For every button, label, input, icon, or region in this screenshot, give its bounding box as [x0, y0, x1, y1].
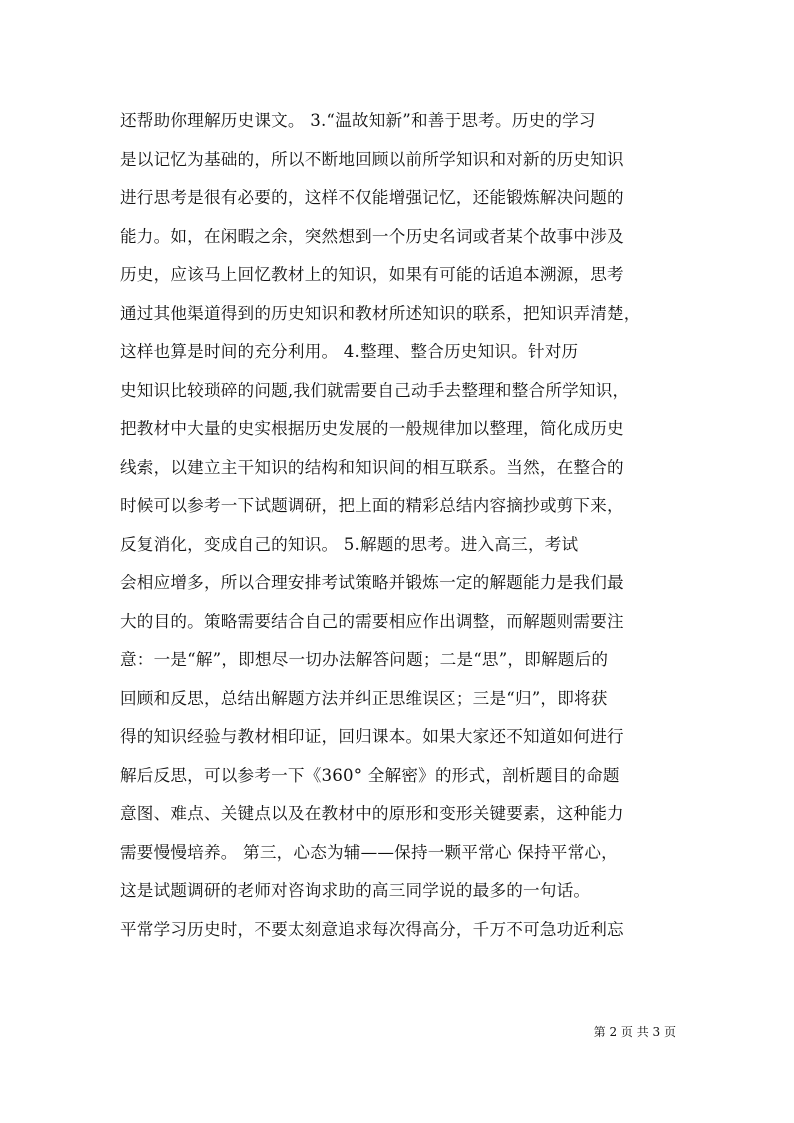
text-line: 这是试题调研的老师对咨询求助的高三同学说的最多的一句话。: [120, 881, 591, 900]
text-line: 史知识比较琐碎的问题,我们就需要自己动手去整理和整合所学知识，: [120, 380, 630, 400]
text-line: 把教材中大量的史实根据历史发展的一般规律加以整理，简化成历史: [120, 419, 624, 438]
text-line: 会相应增多，所以合理安排考试策略并锻炼一定的解题能力是我们最: [120, 573, 624, 592]
text-line: 线索，以建立主干知识的结构和知识间的相互联系。当然，在整合的: [120, 457, 624, 477]
text-line: 能力。如，在闲暇之余，突然想到一个历史名词或者某个故事中涉及: [120, 226, 624, 246]
text-line: 得的知识经验与教材相印证，回归课本。如果大家还不知道如何进行: [120, 727, 624, 746]
text-line: 回顾和反思，总结出解题方法并纠正思维误区；三是“归”，即将获: [120, 688, 608, 708]
page-number-footer: 第 2 页 共 3 页: [593, 1025, 676, 1039]
text-line: 意：一是“解”，即想尽一切办法解答问题；二是“思”，即解题后的: [120, 650, 609, 669]
text-line: 还帮助你理解历史课文。 3.“温故知新”和善于思考。历史的学习: [120, 111, 596, 130]
text-line: 进行思考是很有必要的，这样不仅能增强记忆，还能锻炼解决问题的: [120, 188, 624, 207]
text-line: 意图、难点、关键点以及在教材中的原形和变形关键要素，这种能力: [120, 804, 624, 823]
text-line: 反复消化，变成自己的知识。 5.解题的思考。进入高三，考试: [120, 534, 579, 554]
body-text: [120, 102, 680, 949]
text-line: 需要慢慢培养。 第三，心态为辅——保持一颗平常心 保持平常心，: [120, 842, 618, 862]
text-line: 这样也算是时间的充分利用。 4.整理、整合历史知识。针对历: [120, 342, 579, 361]
text-line: 通过其他渠道得到的历史知识和教材所述知识的联系，把知识弄清楚，: [120, 303, 641, 323]
text-line: 解后反思，可以参考一下《360° 全解密》的形式，剖析题目的命题: [120, 765, 620, 785]
text-line: 时候可以参考一下试题调研，把上面的精彩总结内容摘抄或剪下来，: [120, 496, 624, 515]
text-line: 是以记忆为基础的，所以不断地回顾以前所学知识和对新的历史知识: [120, 149, 624, 169]
text-line: 大的目的。策略需要结合自己的需要相应作出调整，而解题则需要注: [120, 611, 624, 631]
text-line: 历史，应该马上回忆教材上的知识，如果有可能的话追本溯源，思考: [120, 265, 624, 284]
text-line: 平常学习历史时，不要太刻意追求每次得高分，千万不可急功近利忘: [120, 919, 624, 939]
